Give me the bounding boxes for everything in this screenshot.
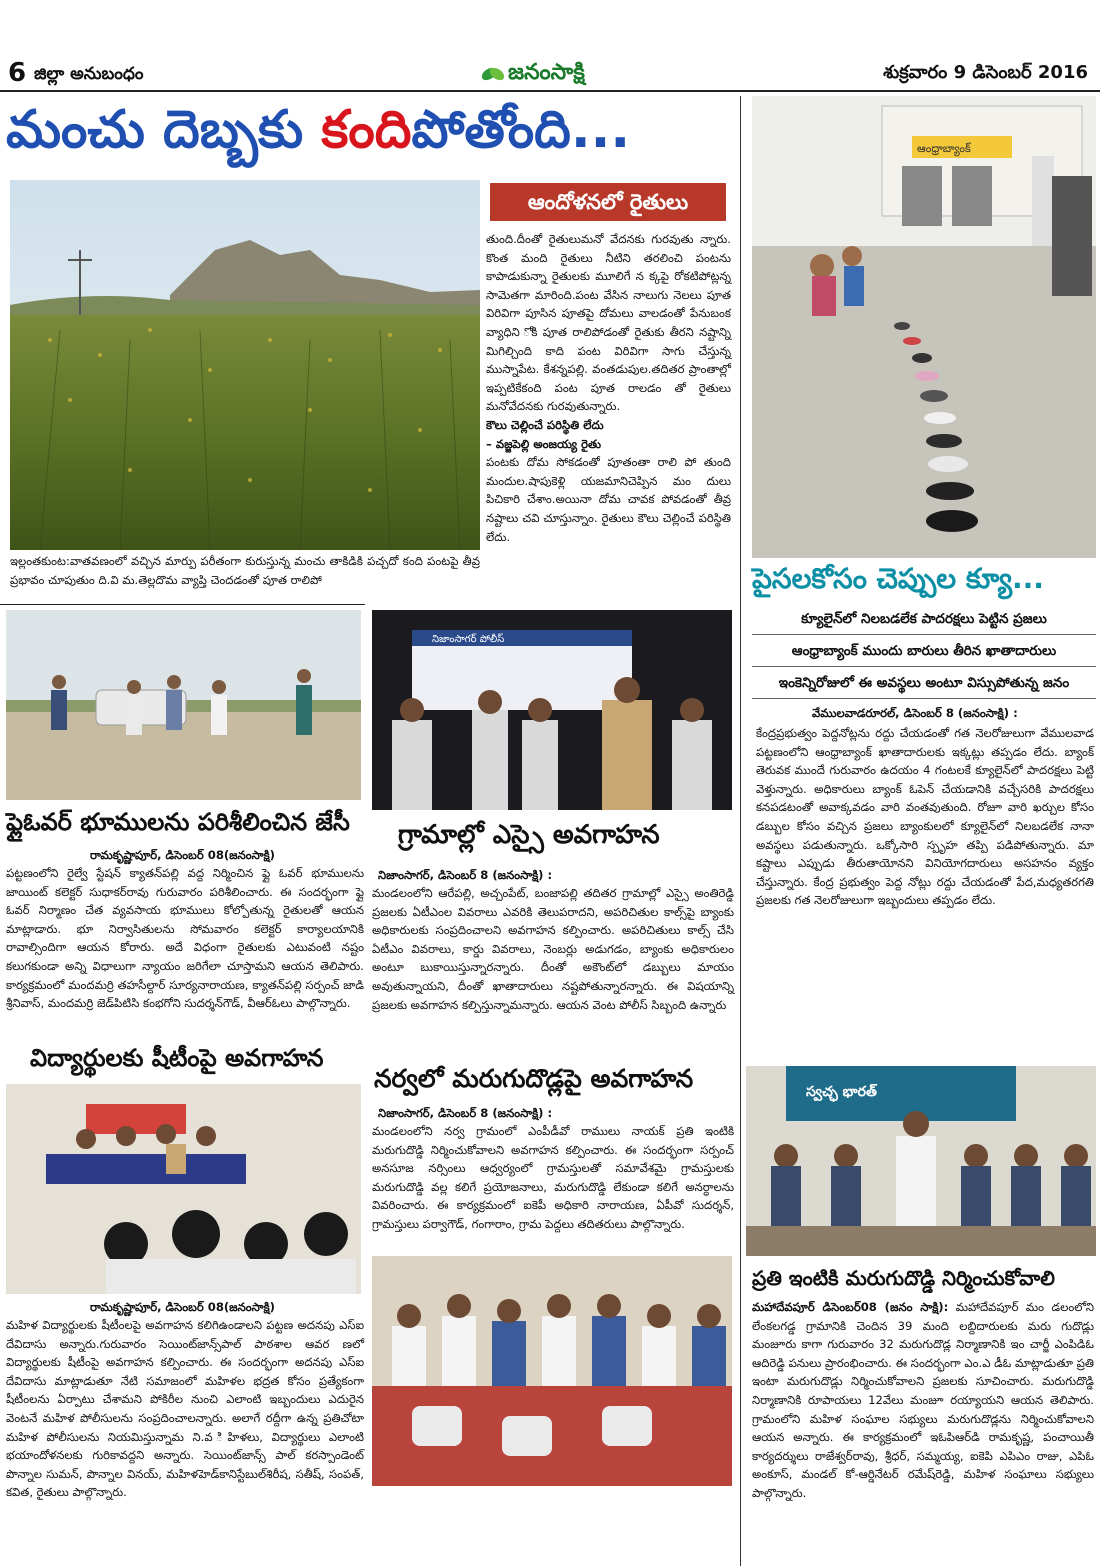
narva-headline: నర్వలో మరుగుదొడ్లపై అవగాహన: [374, 1064, 694, 1093]
toilet-event-photo: [746, 1066, 1096, 1256]
queue-body: కేంద్రప్రభుత్వం పెద్దనోట్లను రద్దు చేయడంతో గత నెలరోజులుగా వేములవాడ పట్టణంలోని ఆంధ్రాబ్యాంక్ ఖాతాదారులకు ఇక్కట్లు తప్పడం లేదు. బ్యాంక్ తెరువక ముందే గురువారం ఉదయం 4 గంటలకే క్యూలైన్‌లో పాదరక్షలు పెట్టి వెళ్తున్నారు. అధికారులు బ్యాంక్ ఓపెన్ చేయడానికి వచ్చేసరికి పాదరక్షలు కనపడటంతో అవాక్కవడం వారి వంతవుతుంది. రోజూ వారి ఖర్చుల కోసం డబ్బుల కోసం వచ్చిన ప్రజలు బ్యాంకులలో క్యూలైన్‌లో నిలబడలేక నానా అవస్థలు పడుతున్నారు. ఒక్కోసారి స్పృహ తప్పి పడిపోతున్నారు. మా కష్టాలు ఎప్పుడు తీరుతాయోనని వినియోగదారులు అసహనం వ్యక్తం చేస్తున్నారు. కేంద్ర ప్రభుత్వం పెద్ద నోట్లు రద్దు చేయడంతో పేద,మధ్యతరగతి ప్రజలకు గత నెలరోజులుగా ఇబ్బందులు తప్పడం లేదు.: [756, 726, 1094, 908]
chappal-queue-photo: [752, 96, 1096, 558]
bank-sign-text: ఆంధ్రాబ్యాంక్: [917, 142, 971, 155]
right-column-divider: [740, 96, 741, 1566]
lead-headline-part1: మంచు దెబ్బకు: [6, 100, 322, 160]
section-label: జిల్లా అనుబంధం: [34, 64, 144, 84]
flyover-dateline: రామకృష్ణాపూర్, డిసెంబర్ 08(జనంసాక్షి): [90, 848, 275, 862]
page-number: 6: [8, 58, 27, 88]
toilet-banner-text: స్వచ్ఛ భారత్: [806, 1084, 877, 1100]
toilet-headline: ప్రతి ఇంటికి మరుగుదొడ్డి నిర్మించుకోవాలి: [752, 1266, 1055, 1290]
queue-kicker-3: ఇంకెన్నిరోజులో ఈ అవస్థలు అంటూ విస్సుపోతున్న జనం: [752, 668, 1096, 699]
queue-kicker-2: ఆంధ్రాబ్యాంక్ ముందు బారులు తీరిన ఖాతాదారులు: [752, 636, 1096, 667]
flyover-body: పట్టణంలోని రైల్వే స్టేషన్ క్యాతన్‌పల్లి వద్ద నిర్మించిన ఫ్లై ఓవర్ భూములను జాయింట్ కలెక్టర్ సుధాకర్‌రావు గురువారం పరిశీలించారు. ఈ సందర్భంగా ఫ్లై ఓవర్ నిర్మాణం చేత వ్యవసాయ భూములు కోల్పోతున్న రైతులతో ఆయన మాట్లాడారు. భూ నిర్వాసితులను సోమవారం కలెక్టర్ కార్యాలయానికి రావాల్సిందిగా ఆయన కోరారు. అదే విధంగా రైతులకు ఎటువంటి నష్టం కలుగకుండా అన్ని విధాలుగా న్యాయం జరిగేలా చూస్తామని ఆయన తెలిపారు. కార్యక్రమంలో మందమర్రి తహసీల్దార్ సూర్యనారాయణ, క్యాతన్‌పల్లి సర్పంచ్ జాడి శ్రీనివాస్, మందమర్రి జెడ్‌పిటిసి కంభగోని సుదర్శన్‌గౌడ్, వీఆర్‌ఓలు పాల్గొన్నారు.: [6, 866, 364, 1011]
toilet-body: [752, 1298, 1094, 1500]
she-team-dateline: రామకృష్ణాపూర్, డిసెంబర్ 08(జనంసాక్షి): [90, 1300, 275, 1314]
si-banner-text: నిజాంసాగర్ పోలీస్: [432, 634, 505, 645]
lead-subhead: కౌలు చెల్లించే పరిస్థితి లేదు: [486, 417, 604, 432]
narva-meeting-photo: [372, 1256, 732, 1486]
queue-headline: పైసలకోసం చెప్పుల క్యూ...: [752, 562, 1044, 595]
lead-headline: [6, 100, 736, 160]
she-team-body: మహిళ విద్యార్థులకు షీటీంలపై అవగాహన కలిగిఉండాలని పట్టణ అదనపు ఎస్ఐ దేవిదాసు అన్నారు.గురువారం సెయింట్‌జాన్స్‌పాల్ పాఠశాల ఆవర ణలో విద్యార్థులకు షీటీంపై అవగాహన కల్పించారు. ఈ సందర్భంగా అదనపు ఎస్ఐ దేవిదాసు మాట్లాడుతూ నేటి సమాజంలో మహిళల భద్రత కోసం ప్రత్యేకంగా షీటీంలను ఏర్పాటు చేశామని పోకిరీల నుంచి ఎలాంటి ఇబ్బందులు ఎదురైన వెంటనే మహిళ పోలీసులను సంప్రదించాలన్నారు. అలాగే రద్దీగా ఉన్న ప్రతిచోటా మహిళ పోలీసులను నియమిస్తున్నామ ని.వ ిహిళలు, విద్యార్థులు ఎలాంటి భయాందోళనలకు గురికావద్దని అన్నారు. సెయింట్‌జాన్స్ పాల్ కరస్పాండెంట్ పొన్నాల సుమన్, పొన్నాల వినయ్, మహిళహెడ్‌కానిస్టేబుల్‌శిరీష, సతీష్, సంపత్, కవిత, రైతులు పాల్గొన్నారు.: [6, 1318, 364, 1500]
si-dateline: నిజాంసాగర్, డిసెంబర్ 8 (జనంసాక్షి) :: [378, 868, 553, 882]
lead-headline-part3: పోతోంది...: [411, 100, 631, 160]
queue-kicker-1: క్యూలైన్‌లో నిలబడలేక పాదరక్షలు పెట్టిన ప్రజలు: [752, 604, 1096, 635]
lead-body: [486, 230, 731, 576]
leaf-logo-icon: [480, 62, 506, 86]
si-headline: గ్రామాల్లో ఎస్సై అవగాహన: [398, 820, 660, 850]
lead-body-text: తుంది.దీంతో రైతులుమనో వేదనకు గురవుతు న్నారు. కొంత మంది రైతులు నీటిని తరలించి పంటను కాపాడుకున్నా రైతులకు మూలిగే న క్కపై రోకటిపోట్లన్న సామెతగా మారింది.పంట వేసిన నాలుగు నెలలు పూత విరివిగా పూసిన పూతపై దోమలు వాలడంతో పేనుబంక వ్యాధిని ోకి పూత రాలిపోడంతో రైతుకు తీరని నష్టాన్ని మిగిల్చింది కాది పంట విరివిగా సాగు చేస్తున్న ముస్నాపేట. కేశన్నపల్లి. వంతడుపుల.తదితర ప్రాంతాల్లో ఇప్పటికేకంది పంట పూత రాలడం తో రైతులు మనోవేదనకు గురవుతున్నారు.: [486, 232, 731, 414]
she-team-photo: [6, 1084, 361, 1294]
issue-date: శుక్రవారం 9 డిసెంబర్ 2016: [883, 62, 1088, 83]
lead-headline-part2: కంది: [321, 100, 412, 160]
toilet-body-text: మహాదేవపూర్ మం డలంలోని లేంకలగడ్డ గ్రామానికి చెందిన 39 మంది లబ్దిదారులకు మరు గుదొడ్లు మంజూరు కాగా గురువారం 32 మరుగుదొడ్ల నిర్మాణానికి ఇం చార్జీ ఎంపిడిఓ ఆదిరెడ్డి పనులు ప్రారంభించారు. ఈ సందర్భంగా ఎం.ఎ డీఓ మాట్లాడుతూ ప్రతి ఇంటా మరుగుదొడ్లు నిర్మించుకోవాలని ప్రజలకు సూచించారు. మరుగుదొడ్డి నిర్మాణానికి రూపాయలు 12వేలు మంజూ రయ్యాయని ఆయన తెలిపారు. గ్రామంలోని మహిళ సంఘాల సభ్యులు మరుగుదొడ్లను నిర్మించుకోవాలని ఆయన అన్నారు. ఈ కార్యక్రమంలో ఇఓపిఆర్‌డి రామకృష్ణ, పంచాయితీ కార్యదర్శులు రాజేశ్వర్‌రావు, శ్రీధర్, సమ్మయ్య, ఐకెపి ఎపిఎం రాజు, ఎపిఓ అంకూస్, మండల్ కో-ఆర్డినేటర్ రమేష్‌రెడ్డి, మహిళ సంఘాలు సభ్యులు పాల్గొన్నారు.: [752, 1300, 1094, 1500]
lead-banner: ఆందోళనలో రైతులు: [490, 183, 726, 221]
queue-dateline: వేములవాడరూరల్, డిసెంబర్ 8 (జనంసాక్షి) :: [812, 706, 1018, 720]
flyover-headline: ఫ్లైఓవర్ భూములను పరిశీలించిన జేసీ: [6, 808, 350, 836]
masthead: [480, 60, 620, 90]
lead-quote-name: – వజ్జపెల్లి అంజయ్య రైతు: [486, 436, 601, 451]
narva-dateline: నిజాంసాగర్, డిసెంబర్ 8 (జనంసాక్షి) :: [378, 1106, 553, 1120]
si-awareness-photo: [372, 610, 732, 810]
flyover-inspection-photo: [6, 610, 361, 800]
si-body: మండలంలోని ఆరేపల్లి, అచ్చంపేట్, బంజాపల్లి తదితర గ్రామాల్లో ఎస్సై అంతిరెడ్డి ప్రజలకు ఏటీఎంల వివరాలు ఎవరికి తెలుపరాదని, అపరిచితుల కాల్స్‌పై బ్యాంకు అధికారులకు సంప్రదించాలని అవగాహన కల్పించారు. అపరిచితులు కాల్స్ చేసి ఏటీఎం వివరాలు, కార్డు వివరాలు, నెంబర్లు అడుగడం, బ్యాంకు అధికారులం అంటూ బుకాయిస్తున్నారన్నారు. దీంతో అకౌంట్‌లో డబ్బులు మాయం అవుతున్నాయని, దీంతో ఖాతాదారులు నష్టపోతున్నారన్నారు. ఈ విషయాన్ని ప్రజలకు అవగాహన కల్పిస్తున్నామన్నారు. ఆయన వెంట పోలీస్ సిబ్బంది ఉన్నారు: [372, 886, 734, 1012]
lead-caption: ఇల్లంతకుంట:వాతవణంలో వచ్చిన మార్పు పరీతంగా కురుస్తున్న మంచు తాకిడికి పచ్చదో కంది పంటపై తీవ్ర ప్రభావం చూపుతుం ది.వి మ.తెల్లదొమ వ్యాప్తి చెందడంతో పూత రాలిపో: [10, 554, 480, 587]
narva-body: మండలంలోని నర్వ గ్రామంలో ఎంపీడీవో రాములు నాయక్ ప్రతి ఇంటికి మరుగుదొడ్డి నిర్మించుకోవాలని అవగాహన కల్పించారు. ఈ సందర్భంగా సర్పంచ్ అనసూజ నర్సింలు ఆధ్వర్యంలో గ్రామస్తులతో సమావేశమై గ్రామస్తులకు మరుగుదొడ్డి వల్ల కలిగే ప్రయోజనాలు, మరుగుదొడ్డి లేకుండా కలిగే అనర్ధాలను వివరించారు. ఈ కార్యక్రమంలో ఐకెపీ అధికారి నారాయణ, ఏపీవో సుదర్శన్, గ్రామస్తులు పర్వాగౌడ్, గంగారాం, గ్రామ పెద్దలు తదితరులు పాల్గొన్నారు.: [372, 1124, 734, 1231]
crop-field-photo: [10, 180, 480, 550]
lead-quote-text: పంటకు దోమ సోకడంతో పూతంతా రాలి పో తుంది మందుల.షాపుకెళ్లి యజమానిచెప్పిన మం దులు పిచికారి చేశాం.అయినా దోమ చావక పోవడంతో తీవ్ర నష్టాలు చవి చూస్తున్నాం. రైతులు కౌలు చెల్లించే పరిస్థితి లేదు.: [486, 455, 731, 544]
header-rule: [0, 90, 1100, 92]
masthead-title: జనంసాక్షి: [508, 60, 585, 85]
flyover-top-rule: [0, 604, 365, 605]
toilet-dateline: మహాదేవపూర్ డిసెంబర్08 (జనం సాక్షి):: [752, 1300, 949, 1314]
she-team-headline: విద్యార్థులకు షీటీంపై అవగాహన: [30, 1044, 324, 1072]
